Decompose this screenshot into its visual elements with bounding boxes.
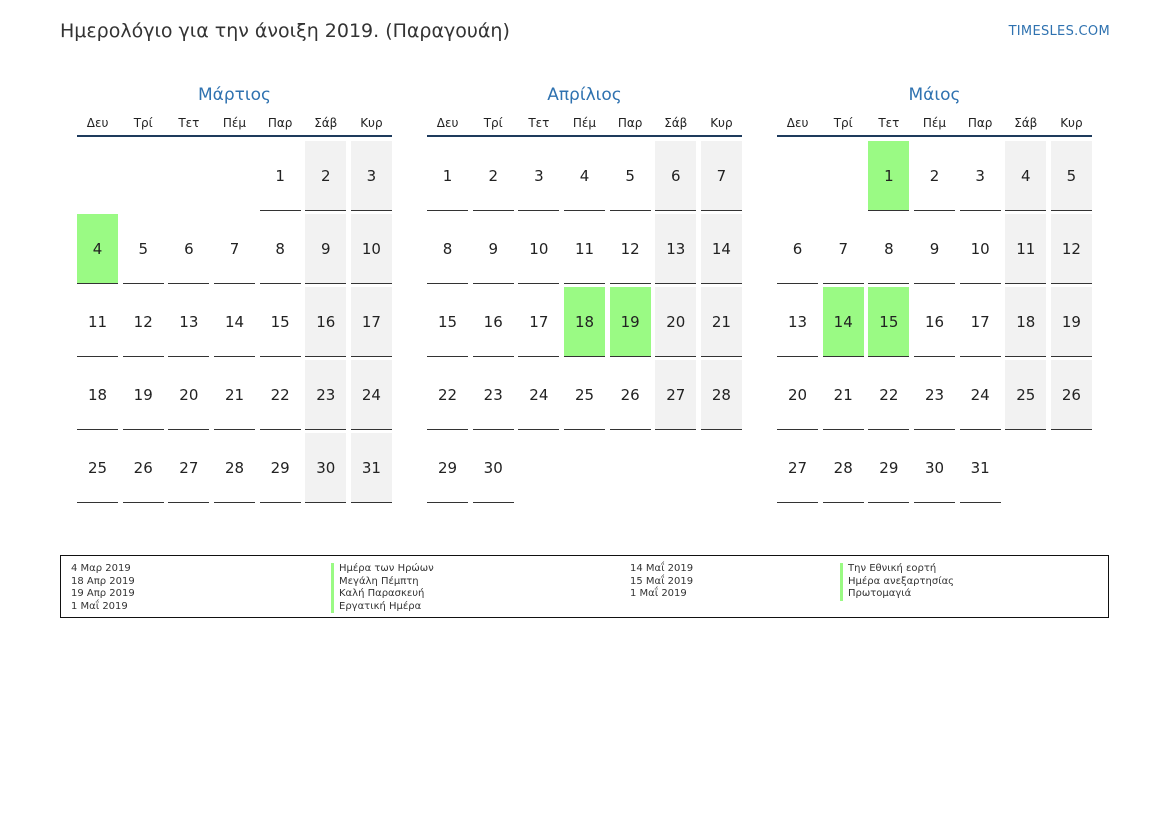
day-cell[interactable]: 20 [777, 360, 818, 430]
day-cell[interactable]: 20 [655, 287, 696, 357]
weekday-label: Κυρ [710, 116, 733, 130]
holiday-day-cell[interactable]: 19 [610, 287, 651, 357]
day-cell[interactable]: 12 [1051, 214, 1092, 284]
empty-day-cell [77, 141, 118, 210]
month-calendar-march [77, 84, 392, 506]
day-grid [427, 141, 742, 506]
week-row [77, 214, 392, 287]
day-cell[interactable]: 10 [960, 214, 1001, 284]
day-cell[interactable]: 25 [564, 360, 605, 430]
legend-date: 18 Απρ 2019 [71, 575, 135, 587]
legend-holiday-name: Πρωτομαγιά [840, 588, 954, 601]
day-cell[interactable]: 3 [518, 141, 559, 211]
day-cell[interactable]: 16 [914, 287, 955, 357]
day-cell[interactable]: 20 [168, 360, 209, 430]
empty-day-cell [610, 433, 651, 502]
day-cell[interactable]: 10 [518, 214, 559, 284]
day-cell[interactable]: 5 [610, 141, 651, 211]
day-cell[interactable]: 19 [123, 360, 164, 430]
day-cell[interactable]: 27 [655, 360, 696, 430]
month-calendar-april [427, 84, 742, 506]
legend-holiday-name: Μεγάλη Πέμπτη [331, 576, 434, 589]
day-cell[interactable]: 6 [777, 214, 818, 284]
day-cell[interactable]: 11 [1005, 214, 1046, 284]
weekday-label: Δευ [786, 116, 809, 130]
weekday-label: Τρί [133, 116, 153, 130]
legend-holiday-name: Καλή Παρασκευή [331, 588, 434, 601]
week-row [427, 287, 742, 360]
week-row [427, 360, 742, 433]
day-cell[interactable]: 8 [868, 214, 909, 284]
weekday-label: Σάβ [314, 116, 338, 130]
day-cell[interactable]: 18 [1005, 287, 1046, 357]
weekday-label: Παρ [967, 116, 993, 130]
day-cell[interactable]: 26 [123, 433, 164, 503]
day-cell[interactable]: 8 [260, 214, 301, 284]
day-cell[interactable]: 13 [168, 287, 209, 357]
day-cell[interactable]: 30 [914, 433, 955, 503]
empty-day-cell [701, 433, 742, 502]
day-cell[interactable]: 19 [1051, 287, 1092, 357]
day-cell[interactable]: 13 [777, 287, 818, 357]
empty-day-cell [1005, 433, 1046, 502]
empty-day-cell [518, 433, 559, 502]
weekday-label: Τετ [178, 116, 200, 130]
day-cell[interactable]: 30 [473, 433, 514, 503]
holiday-day-cell[interactable]: 4 [77, 214, 118, 284]
empty-day-cell [214, 141, 255, 210]
weekday-label: Δευ [436, 116, 459, 130]
day-cell[interactable]: 15 [427, 287, 468, 357]
weekday-label: Παρ [267, 116, 293, 130]
day-cell[interactable]: 6 [655, 141, 696, 211]
holiday-legend [60, 555, 1109, 618]
legend-dates-column-2 [630, 563, 693, 601]
day-cell[interactable]: 5 [123, 214, 164, 284]
weekday-label: Παρ [617, 116, 643, 130]
day-cell[interactable]: 14 [701, 214, 742, 284]
day-cell[interactable]: 28 [214, 433, 255, 503]
day-cell[interactable]: 7 [214, 214, 255, 284]
weekday-label: Δευ [86, 116, 109, 130]
day-cell[interactable]: 21 [214, 360, 255, 430]
day-cell[interactable]: 1 [260, 141, 301, 211]
empty-day-cell [168, 141, 209, 210]
holiday-day-cell[interactable]: 15 [868, 287, 909, 357]
day-cell[interactable]: 9 [305, 214, 346, 284]
weekday-label: Κυρ [360, 116, 383, 130]
week-row [427, 433, 742, 506]
weekday-header [777, 115, 1092, 137]
day-cell[interactable]: 9 [473, 214, 514, 284]
day-cell[interactable]: 24 [518, 360, 559, 430]
day-cell[interactable]: 28 [823, 433, 864, 503]
legend-holiday-name: Ημέρα ανεξαρτησίας [840, 576, 954, 589]
legend-dates-column-1 [71, 563, 135, 613]
day-cell[interactable]: 23 [305, 360, 346, 430]
day-cell[interactable]: 17 [960, 287, 1001, 357]
weekday-label: Τρί [833, 116, 853, 130]
weekday-header [427, 115, 742, 137]
day-cell[interactable]: 24 [960, 360, 1001, 430]
day-cell[interactable]: 22 [260, 360, 301, 430]
week-row [777, 287, 1092, 360]
day-cell[interactable]: 2 [914, 141, 955, 211]
page-title: Ημερολόγιο για την άνοιξη 2019. (Παραγουάη) [60, 20, 510, 42]
day-cell[interactable]: 1 [427, 141, 468, 211]
week-row [427, 141, 742, 214]
day-cell[interactable]: 25 [77, 433, 118, 503]
day-cell[interactable]: 2 [305, 141, 346, 211]
empty-day-cell [123, 141, 164, 210]
legend-date: 15 Μαΐ 2019 [630, 575, 694, 587]
empty-day-cell [655, 433, 696, 502]
day-cell[interactable]: 4 [1005, 141, 1046, 211]
day-grid [77, 141, 392, 506]
day-cell[interactable]: 27 [777, 433, 818, 503]
legend-names-column-2 [840, 563, 954, 601]
week-row [77, 360, 392, 433]
day-cell[interactable]: 31 [351, 433, 392, 503]
day-cell[interactable]: 29 [260, 433, 301, 503]
day-cell[interactable]: 3 [351, 141, 392, 211]
day-cell[interactable]: 31 [960, 433, 1001, 503]
week-row [77, 141, 392, 214]
week-row [427, 214, 742, 287]
day-cell[interactable]: 23 [914, 360, 955, 430]
empty-day-cell [777, 141, 818, 210]
day-cell[interactable]: 5 [1051, 141, 1092, 211]
day-cell[interactable]: 24 [351, 360, 392, 430]
legend-date: 1 Μαΐ 2019 [71, 600, 128, 612]
day-cell[interactable]: 7 [701, 141, 742, 211]
day-cell[interactable]: 26 [1051, 360, 1092, 430]
day-cell[interactable]: 13 [655, 214, 696, 284]
weekday-label: Σάβ [664, 116, 688, 130]
day-cell[interactable]: 12 [610, 214, 651, 284]
legend-holiday-name: Ημέρα των Ηρώων [331, 563, 434, 576]
legend-date: 19 Απρ 2019 [71, 588, 135, 599]
day-cell[interactable]: 17 [518, 287, 559, 357]
weekday-label: Πέμ [222, 116, 247, 130]
day-grid [777, 141, 1092, 506]
weekday-label: Τετ [878, 116, 900, 130]
day-cell[interactable]: 11 [564, 214, 605, 284]
empty-day-cell [564, 433, 605, 502]
weekday-label: Κυρ [1060, 116, 1083, 130]
day-cell[interactable]: 6 [168, 214, 209, 284]
weekday-label: Τετ [528, 116, 550, 130]
legend-date: 4 Μαρ 2019 [71, 563, 131, 574]
day-cell[interactable]: 18 [77, 360, 118, 430]
day-cell[interactable]: 27 [168, 433, 209, 503]
legend-date: 1 Μαΐ 2019 [630, 588, 687, 599]
weekday-label: Σάβ [1014, 116, 1038, 130]
day-cell[interactable]: 8 [427, 214, 468, 284]
legend-holiday-name: Εργατική Ημέρα [331, 601, 434, 614]
day-cell[interactable]: 25 [1005, 360, 1046, 430]
month-calendar-may [777, 84, 1092, 506]
day-cell[interactable]: 2 [473, 141, 514, 211]
day-cell[interactable]: 15 [260, 287, 301, 357]
holiday-day-cell[interactable]: 14 [823, 287, 864, 357]
day-cell[interactable]: 14 [214, 287, 255, 357]
day-cell[interactable]: 7 [823, 214, 864, 284]
legend-date: 14 Μαΐ 2019 [630, 563, 694, 574]
week-row [77, 287, 392, 360]
month-name: Απρίλιος [547, 85, 622, 105]
day-cell[interactable]: 21 [701, 287, 742, 357]
weekday-label: Πέμ [922, 116, 947, 130]
day-cell[interactable]: 9 [914, 214, 955, 284]
legend-names-column-1 [331, 563, 434, 613]
day-cell[interactable]: 22 [427, 360, 468, 430]
empty-day-cell [823, 141, 864, 210]
day-cell[interactable]: 26 [610, 360, 651, 430]
day-cell[interactable]: 4 [564, 141, 605, 211]
week-row [777, 360, 1092, 433]
day-cell[interactable]: 30 [305, 433, 346, 503]
day-cell[interactable]: 29 [427, 433, 468, 503]
day-cell[interactable]: 12 [123, 287, 164, 357]
day-cell[interactable]: 28 [701, 360, 742, 430]
legend-holiday-name: Την Εθνική εορτή [840, 563, 954, 576]
month-name: Μάιος [908, 85, 961, 105]
day-cell[interactable]: 16 [305, 287, 346, 357]
day-cell[interactable]: 10 [351, 214, 392, 284]
week-row [777, 214, 1092, 287]
day-cell[interactable]: 29 [868, 433, 909, 503]
holiday-day-cell[interactable]: 1 [868, 141, 909, 211]
day-cell[interactable]: 11 [77, 287, 118, 357]
day-cell[interactable]: 23 [473, 360, 514, 430]
brand-link[interactable]: TIMESLES.COM [1008, 24, 1110, 39]
holiday-day-cell[interactable]: 18 [564, 287, 605, 357]
weekday-label: Πέμ [572, 116, 597, 130]
week-row [777, 141, 1092, 214]
day-cell[interactable]: 22 [868, 360, 909, 430]
weekday-header [77, 115, 392, 137]
day-cell[interactable]: 21 [823, 360, 864, 430]
week-row [77, 433, 392, 506]
week-row [777, 433, 1092, 506]
weekday-label: Τρί [483, 116, 503, 130]
day-cell[interactable]: 3 [960, 141, 1001, 211]
empty-day-cell [1051, 433, 1092, 502]
month-name: Μάρτιος [197, 85, 272, 105]
day-cell[interactable]: 17 [351, 287, 392, 357]
day-cell[interactable]: 16 [473, 287, 514, 357]
